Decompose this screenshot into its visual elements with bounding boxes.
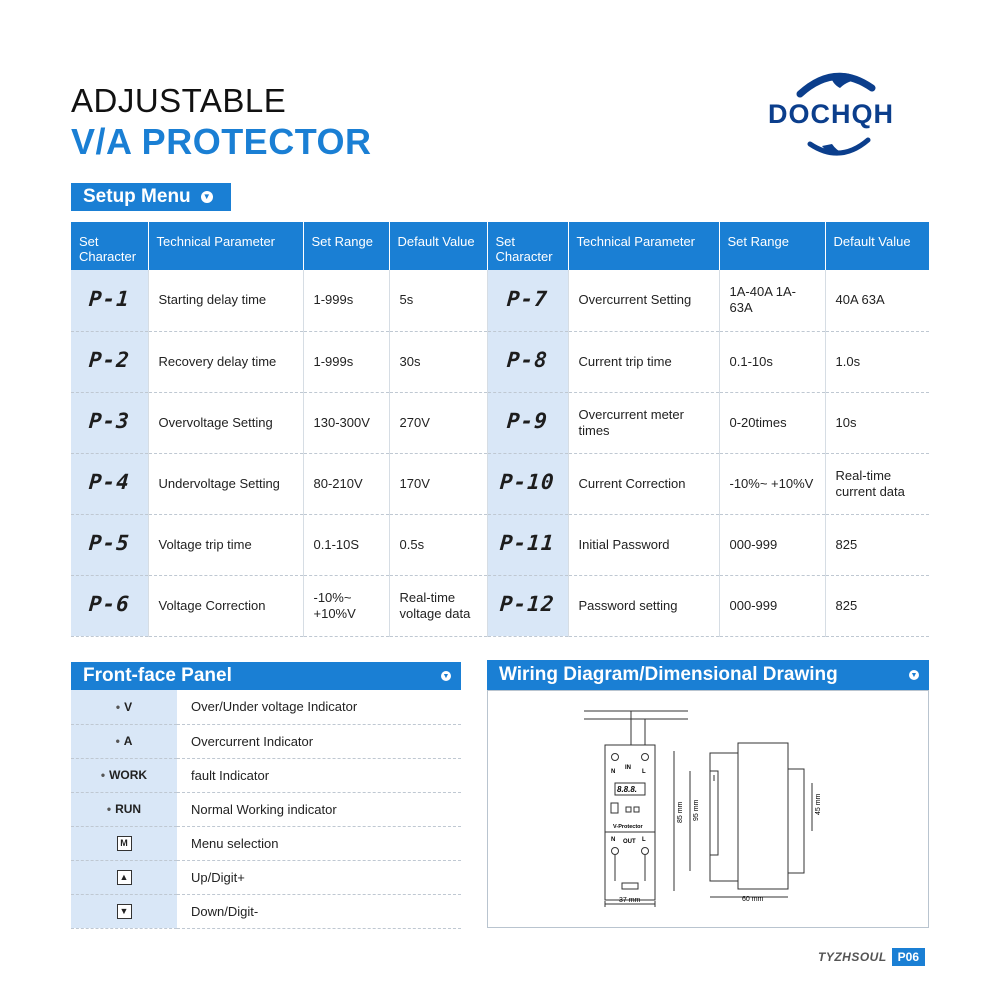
range-cell: 1-999s	[303, 331, 389, 392]
led-dot-icon: •	[115, 734, 120, 748]
parameter-cell: Password setting	[568, 575, 719, 636]
parameter-cell: Recovery delay time	[148, 331, 303, 392]
parameter-cell: Overvoltage Setting	[148, 392, 303, 453]
default-cell: 825	[825, 514, 929, 575]
table-row	[71, 792, 461, 826]
table-row	[71, 575, 929, 636]
terminal-label: IN	[625, 765, 631, 771]
column-header: Default Value	[389, 222, 487, 270]
table-row	[71, 690, 461, 724]
menu-key-icon: M	[117, 836, 132, 851]
default-cell: 0.5s	[389, 514, 487, 575]
dimension-label: 37 mm	[619, 897, 641, 904]
range-cell: -10%~ +10%V	[303, 575, 389, 636]
parameter-cell: Current trip time	[568, 331, 719, 392]
table-row	[71, 894, 461, 928]
table-row	[71, 758, 461, 792]
range-cell: 130-300V	[303, 392, 389, 453]
indicator-key: A	[123, 734, 133, 748]
set-character: P-5	[87, 531, 131, 555]
wiring-heading	[487, 660, 929, 690]
parameter-cell: Initial Password	[568, 514, 719, 575]
indicator-key: RUN	[115, 802, 142, 816]
range-cell: 1-999s	[303, 270, 389, 331]
set-character: P-12	[499, 592, 556, 616]
range-cell: 0.1-10S	[303, 514, 389, 575]
logo-text: DOCHQH	[768, 99, 894, 129]
set-character: P-7	[506, 286, 549, 311]
indicator-desc: Over/Under voltage Indicator	[177, 690, 461, 724]
column-header: Set Range	[719, 222, 825, 270]
column-header: Set Character	[71, 222, 148, 270]
front-panel-heading	[71, 662, 461, 690]
set-character: P-4	[87, 470, 131, 494]
default-cell: 270V	[389, 392, 487, 453]
parameter-cell: Voltage Correction	[148, 575, 303, 636]
range-cell: 000-999	[719, 575, 825, 636]
button-desc: Down/Digit-	[177, 894, 461, 928]
default-cell: 170V	[389, 453, 487, 514]
title-line1: ADJUSTABLE	[71, 82, 287, 119]
indicator-key: V	[124, 699, 133, 714]
range-cell: -10%~ +10%V	[719, 453, 825, 514]
range-cell: 0-20times	[719, 392, 825, 453]
terminal-label: L	[642, 837, 646, 843]
table-row	[71, 724, 461, 758]
led-dot-icon: •	[100, 768, 106, 782]
button-desc: Menu selection	[177, 826, 461, 860]
parameter-cell: Overcurrent Setting	[568, 270, 719, 331]
range-cell: 0.1-10s	[719, 331, 825, 392]
table-row	[71, 392, 929, 453]
table-row	[71, 514, 929, 575]
default-cell: 40A 63A	[825, 270, 929, 331]
default-cell: 10s	[825, 392, 929, 453]
device-display: 8.8.8.	[617, 785, 638, 794]
range-cell: 000-999	[719, 514, 825, 575]
title-line2: V/A PROTECTOR	[71, 121, 372, 162]
set-character: P-11	[499, 531, 556, 555]
device-name: V-Protector	[613, 824, 643, 830]
terminal-label: N	[611, 837, 616, 843]
down-arrow-icon: ▼	[117, 904, 132, 919]
parameter-cell: Current Correction	[568, 453, 719, 514]
table-row	[71, 826, 461, 860]
default-cell: 1.0s	[825, 331, 929, 392]
parameter-cell: Undervoltage Setting	[148, 453, 303, 514]
default-cell: Real-time current data	[825, 453, 929, 514]
set-character: P-1	[87, 286, 131, 311]
terminal-label: N	[611, 769, 616, 775]
dimension-label: 85 mm	[677, 801, 684, 823]
chevron-down-icon: ▼	[442, 672, 450, 680]
front-panel-title: Front-face Panel	[83, 665, 232, 686]
parameter-cell: Voltage trip time	[148, 514, 303, 575]
default-cell: Real-time voltage data	[389, 575, 487, 636]
table-row	[71, 331, 929, 392]
set-character: P-2	[87, 348, 131, 372]
chevron-down-icon: ▼	[910, 671, 918, 679]
parameter-cell: Starting delay time	[148, 270, 303, 331]
button-desc: Up/Digit+	[177, 860, 461, 894]
page-number: P06	[892, 948, 925, 966]
range-cell: 80-210V	[303, 453, 389, 514]
terminal-label: L	[642, 769, 646, 775]
wiring-diagram	[487, 690, 929, 928]
dimension-label: 45 mm	[815, 793, 822, 815]
set-character: P-8	[506, 348, 549, 372]
table-row	[71, 860, 461, 894]
default-cell: 30s	[389, 331, 487, 392]
set-character: P-6	[87, 592, 131, 616]
footer-brand: TYZHSOUL	[818, 950, 887, 964]
table-row	[71, 453, 929, 514]
wiring-drawing	[488, 691, 928, 927]
brand-logo	[760, 66, 910, 166]
dimension-label: 60 mm	[742, 896, 764, 903]
column-header: Set Character	[487, 222, 568, 270]
table-row	[71, 270, 929, 331]
indicator-desc: Overcurrent Indicator	[177, 724, 461, 758]
indicator-desc: fault Indicator	[177, 758, 461, 792]
setup-menu-title: Setup Menu	[83, 186, 191, 207]
wiring-title: Wiring Diagram/Dimensional Drawing	[499, 664, 838, 685]
range-cell: 1A-40A 1A-63A	[719, 270, 825, 331]
column-header: Default Value	[825, 222, 929, 270]
table-header-row	[71, 222, 929, 270]
default-cell: 825	[825, 575, 929, 636]
column-header: Technical Parameter	[148, 222, 303, 270]
set-character: P-9	[506, 409, 549, 433]
indicator-key: WORK	[109, 768, 148, 782]
chevron-down-icon: ▼	[201, 191, 213, 203]
column-header: Set Range	[303, 222, 389, 270]
terminal-label: OUT	[623, 839, 636, 845]
default-cell: 5s	[389, 270, 487, 331]
led-dot-icon: •	[106, 802, 112, 816]
indicator-desc: Normal Working indicator	[177, 792, 461, 826]
front-panel-table	[71, 690, 461, 929]
set-character: P-3	[87, 409, 131, 433]
dimension-label: 95 mm	[693, 799, 700, 821]
setup-menu-heading	[71, 183, 231, 211]
set-character: P-10	[499, 470, 556, 494]
led-dot-icon: •	[115, 699, 121, 714]
setup-table	[71, 222, 929, 637]
column-header: Technical Parameter	[568, 222, 719, 270]
parameter-cell: Overcurrent meter times	[568, 392, 719, 453]
footer	[818, 948, 925, 966]
up-arrow-icon: ▲	[117, 870, 132, 885]
